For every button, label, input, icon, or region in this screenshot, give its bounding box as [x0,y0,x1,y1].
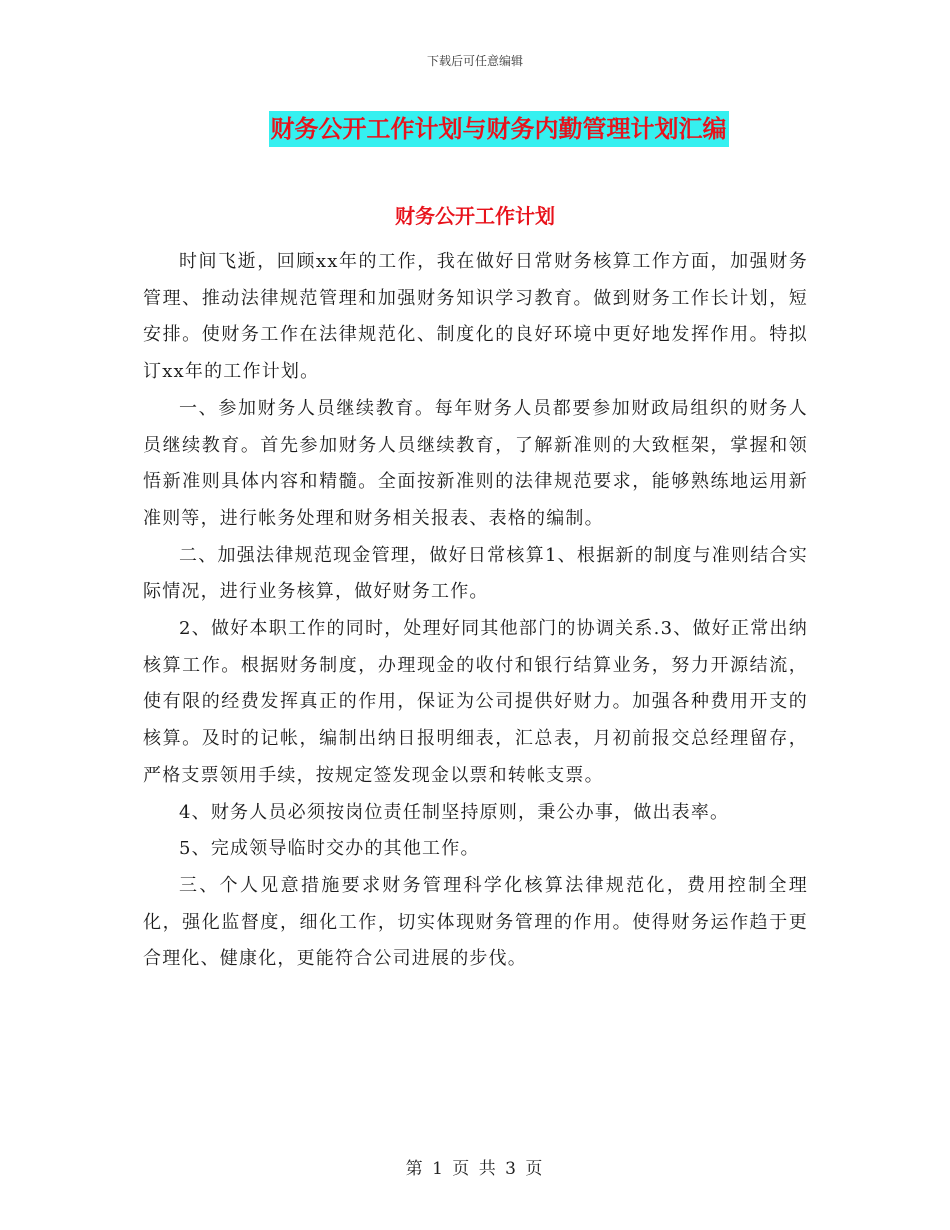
header-note: 下载后可任意编辑 [426,54,523,68]
paragraph: 一、参加财务人员继续教育。每年财务人员都要参加财政局组织的财务人员继续教育。首先参加财务人员继续教育，了解新准则的大致框架，掌握和领悟新准则具体内容和精髓。全面按新准则的法律规范要求，能够熟练地运用新准则等，进行帐务处理和财务相关报表、表格的编制。 [143,397,808,529]
paragraph: 4、财务人员必须按岗位责任制坚持原则，秉公办事，做出表率。 [179,801,730,823]
section-title: 财务公开工作计划 [395,204,555,228]
paragraph: 三、个人见意措施要求财务管理科学化核算法律规范化，费用控制全理化，强化监督度，细化工作，切实体现财务管理的作用。使得财务运作趋于更合理化、健康化，更能符合公司进展的步伐。 [143,874,808,970]
paragraph: 时间飞逝，回顾xx年的工作，我在做好日常财务核算工作方面，加强财务管理、推动法律规范管理和加强财务知识学习教育。做到财务工作长计划，短安排。使财务工作在法律规范化、制度化的良好环境中更好地发挥作用。特拟订xx年的工作计划。 [143,251,808,383]
paragraph: 二、加强法律规范现金管理，做好日常核算1、根据新的制度与准则结合实际情况，进行业务核算，做好财务工作。 [143,544,808,603]
document-title: 财务公开工作计划与财务内勤管理计划汇编 [269,111,729,147]
paragraph: 5、完成领导临时交办的其他工作。 [179,838,480,860]
paragraph: 2、做好本职工作的同时，处理好同其他部门的协调关系.3、做好正常出纳核算工作。根据财务制度，办理现金的收付和银行结算业务，努力开源结流，使有限的经费发挥真正的作用，保证为公司提供好财力。加强各种费用开支的核算。及时的记帐，编制出纳日报明细表，汇总表，月初前报交总经理留存，严格支票领用手续，按规定签发现金以票和转帐支票。 [143,618,808,786]
document-title-wrap [0,111,950,147]
page-footer: 第 1 页 共 3 页 [405,1159,545,1179]
body-text [143,244,808,978]
